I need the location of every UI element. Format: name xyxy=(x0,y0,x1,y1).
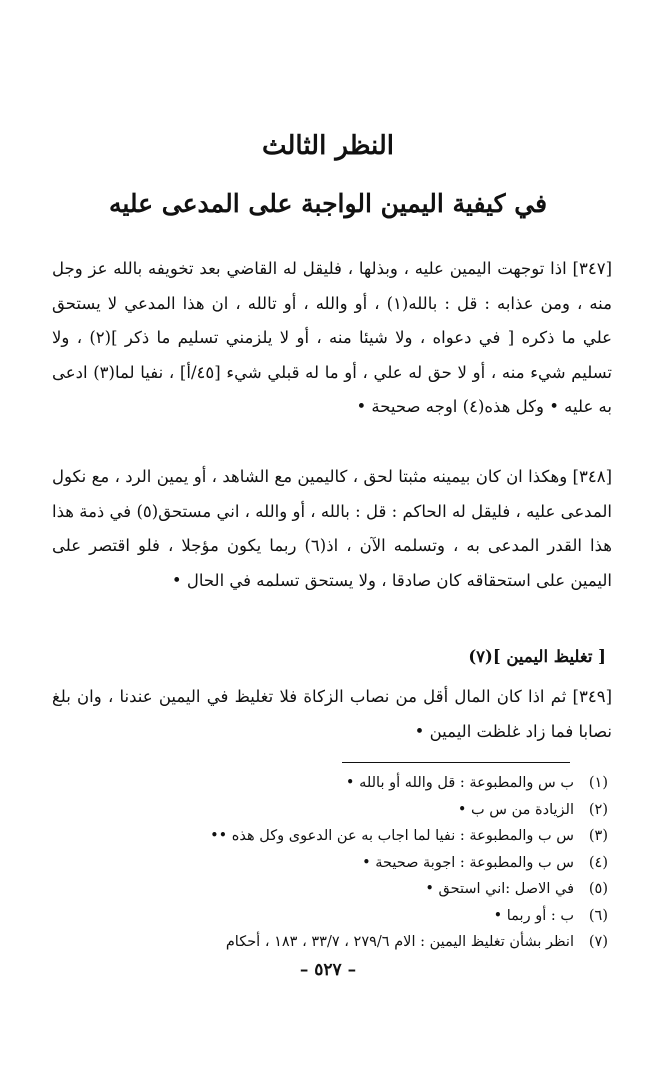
paragraph-347: [٣٤٧] اذا توجهت اليمين عليه ، وبذلها ، فليقل له القاضي بعد تخويفه بالله عز وجل منه ، ومن عذابه : قل : بالله(١) ، أو والله ، أو تالله ، ان هذا المدعي لا يستحق علي ما ذكره [ في دعواه ، ولا شيئا منه ، أو لا يلزمني تسليم ما ذكر ](٢) ، ولا تسليم شيء منه ، أو لا حق له علي ، أو ما له قبلي شيء [٤٥/أ] ، نفيا لما(٣) ادعى به عليه • وكل هذه(٤) اوجه صحيحة • xyxy=(52,259,613,416)
paragraph-349: [٣٤٩] ثم اذا كان المال أقل من نصاب الزكاة فلا تغليظ في اليمين عندنا ، وان بلغ نصابا فما زاد غلظت اليمين • xyxy=(52,687,612,741)
footnote-number: (٤) xyxy=(588,854,608,871)
footnote-item xyxy=(38,903,608,930)
footnote-number: (٥) xyxy=(588,881,608,897)
footnote-number: (٦) xyxy=(588,907,608,924)
footnote-number: (٧) xyxy=(588,934,608,950)
footnote-item xyxy=(38,770,608,797)
footnote-number: (١) xyxy=(588,775,608,791)
subheading-oath-aggravation: [ تغليظ اليمين ](٧) xyxy=(468,647,606,666)
paragraph-348: [٣٤٨] وهكذا ان كان بيمينه مثبتا لحق ، كاليمين مع الشاهد ، أو يمين الرد ، مع نكول المدعى عليه ، فليقل له الحاكم : قل : بالله ، أو والله ، اني مستحق(٥) في ذمة هذا هذا القدر المدعى به ، وتسلمه الآن ، اذ(٦) ربما يكون مؤجلا ، فلو اقتصر على اليمين على استحقاقه كان صادقا ، ولا يستحق تسلمه في الحال • xyxy=(52,467,612,590)
footnote-text: س ب والمطبوعة : اجوبة صحيحة • xyxy=(362,854,574,871)
footnotes-list xyxy=(38,770,608,956)
footnote-number: (٣) xyxy=(588,828,608,844)
footnote-text: انظر بشأن تغليظ اليمين : الام ٢٧٩/٦ ، ٣٣/٧ ، ١٨٣ ، أحكام xyxy=(225,934,574,950)
footnote-item xyxy=(38,876,608,903)
footnote-text: س ب والمطبوعة : نفيا لما اجاب به عن الدعوى وكل هذه •• xyxy=(210,828,574,844)
page-number: – ٥٢٧ – xyxy=(299,960,357,980)
section-title: النظر الثالث xyxy=(261,131,395,161)
footnote-item xyxy=(38,850,608,877)
footnote-text: الزيادة من س ب • xyxy=(457,801,574,818)
footnote-item xyxy=(38,929,608,956)
footnote-number: (٢) xyxy=(588,801,608,818)
footnote-text: ب : أو ربما • xyxy=(493,907,574,924)
footnote-item xyxy=(38,797,608,824)
footnote-text: ب س والمطبوعة : قل والله أو بالله • xyxy=(345,775,574,791)
section-subtitle: في كيفية اليمين الواجبة على المدعى عليه xyxy=(108,189,548,218)
footnote-divider xyxy=(342,762,570,763)
footnote-text: في الاصل :اني استحق • xyxy=(425,881,574,897)
footnote-item xyxy=(38,823,608,850)
